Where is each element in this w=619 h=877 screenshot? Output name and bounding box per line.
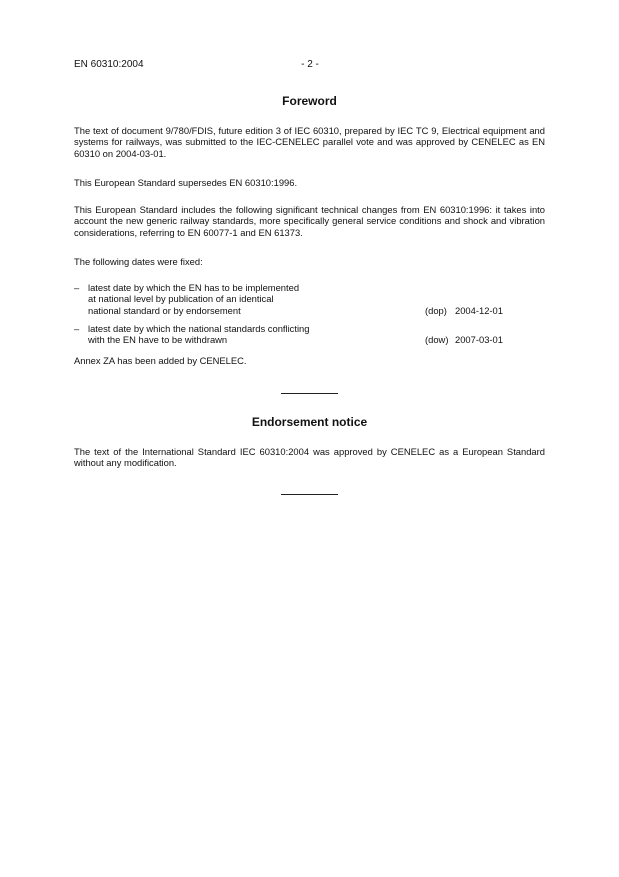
annex-note: Annex ZA has been added by CENELEC.	[74, 355, 247, 366]
date-value: 2004-12-01	[455, 304, 503, 316]
date-item-text: latest date by which the national standards conflicting with the EN have to be withdrawn	[88, 323, 310, 346]
section-divider	[281, 393, 338, 394]
list-dash: –	[74, 282, 80, 293]
endorsement-text: The text of the International Standard IEC 60310:2004 was approved by CENELEC as a European Standard without any modification.	[74, 446, 545, 469]
page-number: - 2 -	[301, 59, 319, 70]
date-value: 2007-03-01	[455, 334, 503, 346]
date-item-dow	[74, 323, 545, 347]
foreword-paragraph-4: The following dates were fixed:	[74, 256, 203, 267]
section-divider	[281, 494, 338, 495]
list-dash: –	[74, 323, 80, 334]
endorsement-heading: Endorsement notice	[251, 415, 368, 429]
date-item-text: latest date by which the EN has to be implemented at national level by publication of an identical national standard or by endorsement	[88, 282, 300, 316]
foreword-paragraph-1: The text of document 9/780/FDIS, future edition 3 of IEC 60310, prepared by IEC TC 9, Electrical equipment and systems for railways, was submitted to the IEC-CENELEC parallel vote and was approved by CENELEC as EN 60310 on 2004-03-01.	[74, 125, 545, 159]
date-code: (dop)	[425, 304, 447, 316]
foreword-paragraph-2: This European Standard supersedes EN 60310:1996.	[74, 177, 298, 188]
foreword-heading: Foreword	[282, 94, 337, 108]
document-id: EN 60310:2004	[74, 59, 144, 70]
date-code: (dow)	[425, 334, 449, 346]
date-item-dop	[74, 282, 545, 318]
foreword-paragraph-3: This European Standard includes the following significant technical changes from EN 60310:1996: it takes into account the new generic railway standards, more specifically general service conditions and shock and vibration considerations, referring to EN 60077-1 and EN 61373.	[74, 204, 545, 238]
